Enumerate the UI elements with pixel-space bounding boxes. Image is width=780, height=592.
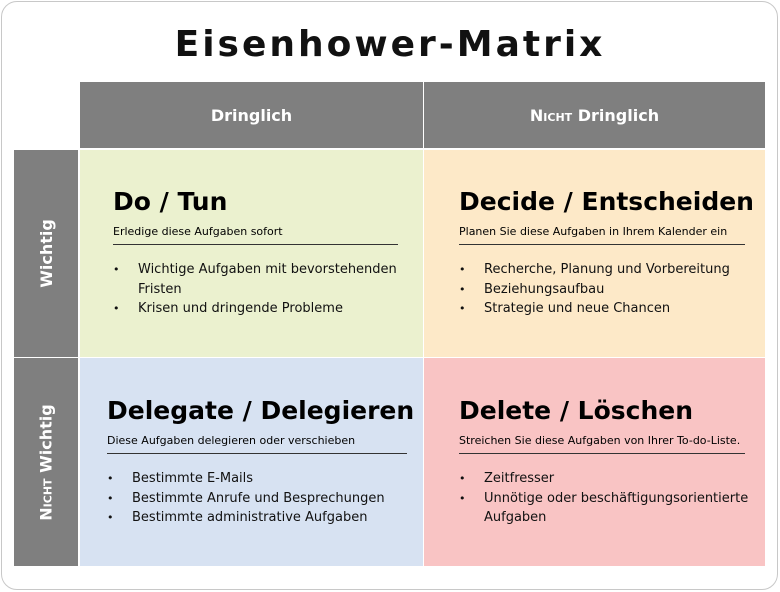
quadrant-delegate-title: Delegate / Delegieren: [107, 396, 415, 425]
column-header-not-urgent-prefix: Nicht: [529, 105, 573, 125]
page-title: Eisenhower-Matrix: [174, 24, 606, 65]
quadrant-do: [80, 150, 423, 357]
column-header-not-urgent: [424, 82, 765, 148]
quadrant-delegate-list: [107, 469, 407, 528]
column-header-urgent: [80, 82, 423, 148]
row-header-not-important-prefix: Nicht: [36, 477, 56, 521]
column-header-not-urgent-label: Dringlich: [577, 105, 660, 125]
row-header-important: [14, 150, 78, 357]
quadrant-decide: [424, 150, 765, 357]
list-item: • Krisen und dringende Probleme: [113, 299, 403, 319]
row-header-important-label: Wichtig: [36, 219, 56, 288]
quadrant-do-divider: [113, 244, 398, 245]
list-item: • Bestimmte Anrufe und Besprechungen: [107, 489, 407, 509]
quadrant-do-subtitle: Erledige diese Aufgaben sofort: [113, 225, 283, 238]
quadrant-delegate-subtitle: Diese Aufgaben delegieren oder verschieben: [107, 434, 356, 447]
quadrant-decide-list: [459, 260, 749, 319]
list-item: • Bestimmte administrative Aufgaben: [107, 508, 407, 528]
quadrant-delete-title: Delete / Löschen: [459, 396, 694, 425]
quadrant-do-list: [113, 260, 403, 319]
list-item: • Strategie und neue Chancen: [459, 299, 749, 319]
list-item: • Unnötige oder beschäftigungsorientierte Aufgaben: [459, 489, 749, 528]
column-header-urgent-label: Dringlich: [210, 105, 293, 125]
quadrant-delete-list: [459, 469, 749, 528]
row-header-not-important-label: Wichtig: [36, 403, 56, 473]
quadrant-delete-subtitle: Streichen Sie diese Aufgaben von Ihrer To-do-Liste.: [459, 434, 741, 447]
list-item: • Wichtige Aufgaben mit bevorstehenden Fristen: [113, 260, 403, 299]
quadrant-delete: [424, 358, 765, 566]
quadrant-decide-subtitle: Planen Sie diese Aufgaben in Ihrem Kalender ein: [459, 225, 728, 238]
list-item: • Zeitfresser: [459, 469, 749, 489]
list-item: • Recherche, Planung und Vorbereitung: [459, 260, 749, 280]
quadrant-delegate-divider: [107, 453, 407, 454]
quadrant-decide-title: Decide / Entscheiden: [459, 187, 754, 216]
row-header-not-important: [14, 358, 78, 566]
quadrant-decide-divider: [459, 244, 745, 245]
quadrant-delegate: [80, 358, 423, 566]
quadrant-do-title: Do / Tun: [113, 187, 228, 216]
list-item: • Bestimmte E-Mails: [107, 469, 407, 489]
quadrant-delete-divider: [459, 453, 745, 454]
list-item: • Beziehungsaufbau: [459, 280, 749, 300]
